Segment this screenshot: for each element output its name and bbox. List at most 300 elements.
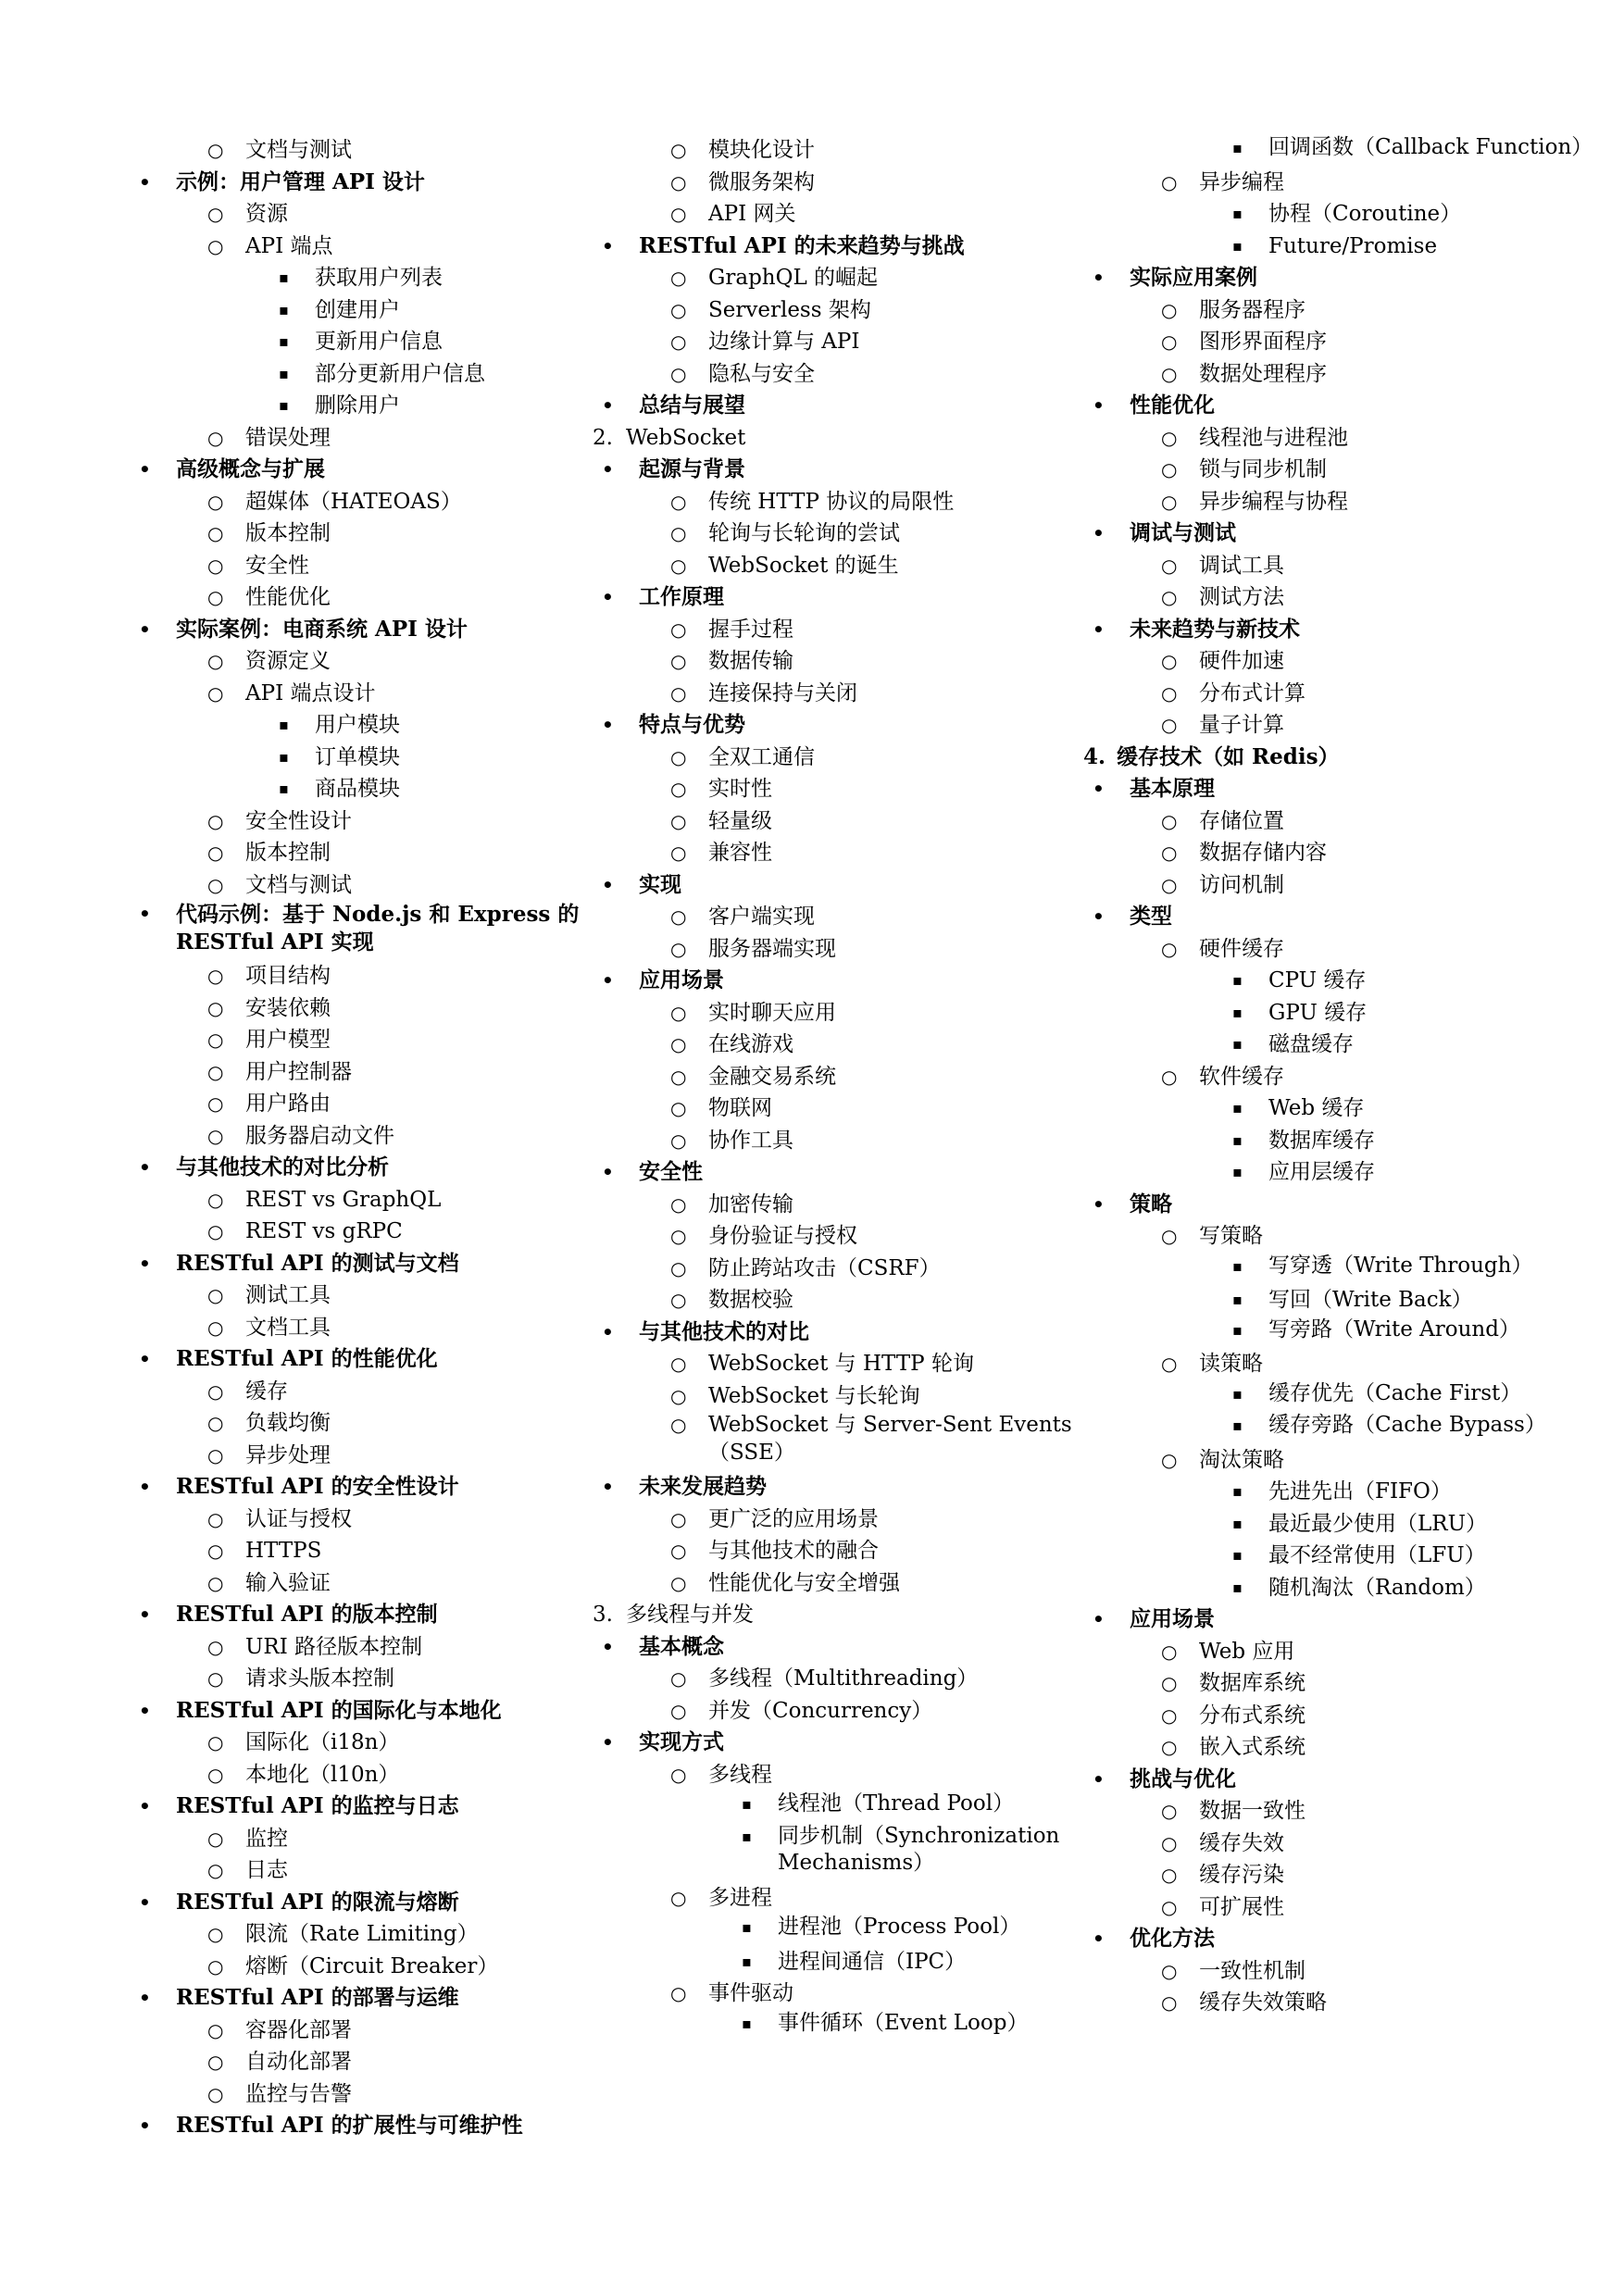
bullet-disc-icon: • [139, 1252, 151, 1275]
bullet-disc-icon: • [602, 234, 614, 257]
outline-item-text: 测试工具 [245, 1283, 331, 1307]
outline-item-text: 容器化部署 [245, 2017, 352, 2042]
outline-item-text: 性能优化 [1130, 393, 1215, 418]
outline-item-text: 特点与优势 [639, 712, 745, 737]
outline-item-text: 代码示例：基于 Node.js 和 Express 的 RESTful API 实现 [176, 902, 580, 955]
outline-item [130, 1951, 611, 1983]
outline-item [1083, 1923, 1565, 1955]
bullet-circle-icon: ○ [207, 1667, 224, 1690]
bullet-circle-icon: ○ [1161, 842, 1178, 864]
bullet-circle-icon: ○ [670, 842, 687, 864]
outline-item [1083, 1987, 1565, 2019]
bullet-disc-icon: • [1093, 1192, 1105, 1216]
bullet-circle-icon: ○ [1161, 1703, 1178, 1727]
bullet-circle-icon: ○ [1161, 1736, 1178, 1758]
bullet-disc-icon: • [139, 1699, 151, 1722]
outline-item [130, 518, 611, 550]
outline-item [130, 1343, 611, 1376]
outline-item-text: Future/Promise [1268, 233, 1438, 258]
outline-item [1083, 358, 1565, 391]
outline-item [130, 1248, 611, 1280]
bullet-square-icon: ▪ [1232, 1099, 1243, 1117]
bullet-circle-icon: ○ [207, 1827, 224, 1850]
bullet-square-icon: ▪ [1232, 1384, 1243, 1403]
outline-item-text: 访问机制 [1199, 872, 1284, 897]
outline-item [593, 581, 1074, 614]
bullet-disc-icon: • [139, 1890, 151, 1914]
outline-item-text: HTTPS [245, 1539, 322, 1563]
bullet-circle-icon: ○ [670, 1097, 687, 1119]
outline-item [593, 709, 1074, 742]
outline-item-text: RESTful API 的未来趋势与挑战 [639, 232, 965, 258]
outline-item-text: 国际化（i18n） [245, 1730, 400, 1754]
outline-item [130, 960, 611, 992]
outline-item-text: 缓存失效 [1199, 1830, 1284, 1855]
outline-item-text: 删除用户 [315, 393, 400, 418]
outline-item-text: 安全性 [245, 553, 309, 578]
bullet-circle-icon: ○ [670, 1507, 687, 1530]
outline-item-text: 物联网 [708, 1096, 772, 1120]
outline-item [1083, 1348, 1565, 1380]
outline-item [130, 773, 611, 805]
outline-item-text: 负载均衡 [245, 1411, 331, 1435]
bullet-circle-icon: ○ [207, 873, 224, 896]
outline-item-text: WebSocket [626, 425, 746, 450]
bullet-disc-icon: • [139, 1795, 151, 1817]
outline-item-text: 资源定义 [245, 649, 331, 673]
outline-item [130, 1791, 611, 1823]
outline-item-text: 版本控制 [245, 521, 331, 545]
bullet-circle-icon: ○ [1161, 681, 1178, 705]
outline-item-text: RESTful API 的测试与文档 [176, 1250, 459, 1276]
section-heading [1083, 742, 1565, 774]
outline-item [130, 1024, 611, 1056]
outline-item [1083, 198, 1565, 231]
bullet-circle-icon: ○ [207, 1220, 224, 1242]
bullet-square-icon: ▪ [1232, 1035, 1243, 1053]
bullet-square-icon: ▪ [1232, 205, 1243, 222]
outline-item [1083, 1859, 1565, 1891]
outline-item [130, 1695, 611, 1728]
bullet-circle-icon: ○ [207, 1443, 224, 1466]
bullet-disc-icon: • [602, 714, 614, 736]
outline-item [1083, 1092, 1565, 1125]
outline-item-text: 调试与测试 [1130, 520, 1236, 545]
outline-item [1083, 709, 1565, 742]
outline-item-text: 安全性 [639, 1159, 703, 1184]
outline-item [130, 678, 611, 710]
bullet-circle-icon: ○ [207, 1859, 224, 1881]
bullet-disc-icon: • [1093, 1928, 1105, 1950]
outline-item-text: 分布式计算 [1199, 680, 1305, 705]
outline-item [1083, 326, 1565, 358]
section-heading [593, 1599, 1074, 1631]
bullet-circle-icon: ○ [1161, 809, 1178, 832]
outline-item [593, 1253, 1074, 1285]
outline-item-text: WebSocket 与长轮询 [708, 1383, 920, 1408]
outline-item [593, 1695, 1074, 1728]
bullet-disc-icon: • [602, 1731, 614, 1753]
outline-item-text: 线程池与进程池 [1199, 425, 1348, 450]
outline-item-text: 数据传输 [708, 649, 793, 673]
outline-item-text: 缓存优先（Cache First） [1268, 1380, 1522, 1405]
outline-item-text: 订单模块 [315, 744, 400, 769]
outline-item [130, 167, 611, 199]
outline-item-text: 锁与同步机制 [1199, 457, 1327, 481]
outline-item [593, 2010, 1167, 2042]
outline-item-text: 写旁路（Write Around） [1268, 1316, 1520, 1341]
outline-item [1083, 1125, 1565, 1157]
outline-item-text: 应用层缓存 [1268, 1160, 1375, 1184]
outline-item-text: 与其他技术的对比分析 [176, 1154, 389, 1179]
bullet-circle-icon: ○ [670, 203, 687, 225]
bullet-circle-icon: ○ [207, 586, 224, 608]
bullet-square-icon: ▪ [742, 1795, 752, 1813]
bullet-circle-icon: ○ [1161, 426, 1178, 449]
outline-item [130, 1279, 611, 1312]
bullet-circle-icon: ○ [670, 618, 687, 641]
bullet-circle-icon: ○ [207, 234, 224, 257]
bullet-circle-icon: ○ [1161, 554, 1178, 577]
bullet-circle-icon: ○ [207, 1954, 224, 1978]
outline-item-text: 可扩展性 [1199, 1894, 1284, 1919]
bullet-circle-icon: ○ [670, 1225, 687, 1247]
outline-item [1083, 1828, 1565, 1860]
outline-item-text: 回调函数（Callback Function） [1268, 135, 1593, 159]
bullet-circle-icon: ○ [670, 809, 687, 832]
outline-item [1083, 134, 1624, 167]
outline-item-text: 防止跨站攻击（CSRF） [708, 1255, 941, 1280]
outline-item [593, 198, 1074, 231]
bullet-disc-icon: • [139, 2115, 151, 2137]
outline-item-text: Serverless 架构 [708, 297, 871, 322]
outline-item [130, 837, 611, 869]
outline-item [1083, 486, 1565, 518]
outline-item [1083, 1603, 1565, 1636]
bullet-circle-icon: ○ [1161, 1800, 1178, 1822]
outline-item [1083, 965, 1565, 997]
outline-item [1083, 805, 1565, 838]
bullet-circle-icon: ○ [670, 1763, 687, 1786]
outline-item [1083, 773, 1565, 805]
outline-item-text: 数据校验 [708, 1288, 793, 1312]
outline-item [1083, 1412, 1624, 1444]
outline-item [130, 1759, 611, 1791]
outline-item-text: 隐私与安全 [708, 361, 815, 386]
outline-item [1083, 1284, 1565, 1316]
bullet-circle-icon: ○ [207, 490, 224, 513]
bullet-square-icon: ▪ [1232, 971, 1243, 989]
bullet-circle-icon: ○ [1161, 714, 1178, 736]
outline-item [593, 294, 1074, 327]
bullet-disc-icon: • [602, 394, 614, 417]
outline-item [130, 1663, 611, 1695]
outline-item-text: 协程（Coroutine） [1268, 202, 1462, 226]
outline-item-text: 安全性设计 [245, 808, 352, 833]
outline-item-text: 实现方式 [639, 1729, 724, 1754]
outline-item-text: 轮询与长轮询的尝试 [708, 521, 900, 545]
bullet-circle-icon: ○ [670, 1033, 687, 1055]
bullet-circle-icon: ○ [207, 1379, 224, 1403]
outline-item [593, 454, 1074, 486]
outline-item-text: 读策略 [1199, 1352, 1263, 1376]
outline-item-text: 项目结构 [245, 964, 331, 988]
outline-item [593, 1882, 1074, 1915]
outline-item-text: 缓存 [245, 1379, 288, 1404]
bullet-circle-icon: ○ [207, 426, 224, 449]
bullet-disc-icon: • [1093, 1608, 1105, 1630]
outline-item-text: 部分更新用户信息 [315, 361, 485, 386]
bullet-square-icon: ▪ [279, 716, 289, 733]
outline-item-text: 与其他技术的融合 [708, 1539, 879, 1563]
outline-item [130, 454, 611, 486]
bullet-circle-icon: ○ [207, 650, 224, 672]
bullet-square-icon: ▪ [279, 780, 289, 797]
outline-item [593, 1412, 1116, 1471]
outline-item [593, 1284, 1074, 1316]
bullet-circle-icon: ○ [207, 842, 224, 864]
bullet-disc-icon: • [139, 1987, 151, 2009]
bullet-square-icon: ▪ [742, 2014, 752, 2032]
outline-item-text: 身份验证与授权 [708, 1224, 857, 1248]
section-number: 3. [593, 1603, 613, 1627]
bullet-disc-icon: • [1093, 778, 1105, 800]
outline-item [130, 1120, 611, 1153]
outline-item [130, 1376, 611, 1408]
outline-item-text: Web 应用 [1199, 1639, 1295, 1664]
outline-item-text: 高级概念与扩展 [176, 456, 325, 481]
bullet-circle-icon: ○ [207, 1124, 224, 1147]
outline-item-text: GPU 缓存 [1268, 1000, 1368, 1025]
outline-item-text: 全双工通信 [708, 744, 815, 769]
outline-item-text: 线程池（Thread Pool） [778, 1791, 1015, 1816]
bullet-circle-icon: ○ [207, 139, 224, 161]
column-1 [130, 134, 611, 2142]
outline-item [593, 1316, 1074, 1349]
bullet-circle-icon: ○ [207, 681, 224, 705]
bullet-circle-icon: ○ [670, 1001, 687, 1024]
outline-item [1083, 581, 1565, 614]
outline-item [130, 1216, 611, 1248]
outline-item [593, 1823, 1167, 1882]
outline-item [593, 390, 1074, 422]
outline-item-text: RESTful API 的国际化与本地化 [176, 1697, 502, 1723]
outline-item [1083, 1476, 1565, 1508]
outline-item-text: 事件循环（Event Loop） [778, 2010, 1029, 2035]
outline-item [130, 1823, 611, 1855]
bullet-circle-icon: ○ [1161, 1065, 1178, 1088]
outline-item [593, 678, 1074, 710]
outline-item [130, 1887, 611, 1919]
outline-item-text: 请求头版本控制 [245, 1666, 394, 1691]
outline-item [593, 486, 1074, 518]
outline-item-text: 安装依赖 [245, 995, 331, 1020]
outline-item-text: 实际案例：电商系统 API 设计 [176, 616, 468, 642]
outline-item-text: 服务器端实现 [708, 936, 836, 961]
outline-item-text: 嵌入式系统 [1199, 1735, 1305, 1759]
outline-item [1083, 1189, 1565, 1221]
outline-item-text: 策略 [1130, 1191, 1172, 1217]
outline-item-text: RESTful API 的部署与运维 [176, 1985, 459, 2010]
outline-item [593, 1061, 1074, 1093]
bullet-circle-icon: ○ [670, 1982, 687, 2004]
outline-item-text: 实现 [639, 871, 681, 897]
outline-item [130, 1504, 611, 1536]
outline-item-text: API 网关 [708, 202, 796, 226]
outline-item-text: 数据库缓存 [1268, 1128, 1375, 1153]
bullet-circle-icon: ○ [1161, 1353, 1178, 1375]
outline-item-text: 错误处理 [245, 425, 331, 450]
outline-item [1083, 1540, 1565, 1572]
outline-item [130, 1312, 611, 1344]
bullet-circle-icon: ○ [670, 681, 687, 705]
outline-item-text: 写穿透（Write Through） [1268, 1253, 1533, 1278]
bullet-square-icon: ▪ [279, 747, 289, 766]
bullet-square-icon: ▪ [1232, 1163, 1243, 1180]
outline-item [1083, 869, 1565, 902]
outline-item-text: 进程间通信（IPC） [778, 1949, 967, 1974]
outline-item [130, 486, 611, 518]
outline-item [1083, 901, 1565, 933]
outline-item [593, 1380, 1074, 1413]
outline-item [1083, 231, 1565, 263]
outline-item-text: 数据处理程序 [1199, 361, 1327, 386]
outline-item-text: 存储位置 [1199, 808, 1284, 833]
outline-item-text: 本地化（l10n） [245, 1762, 400, 1787]
outline-item [593, 231, 1074, 263]
outline-item-text: WebSocket 与 Server-Sent Events（SSE） [708, 1413, 1072, 1465]
outline-item [130, 1854, 611, 1887]
outline-item-text: 硬件缓存 [1199, 936, 1284, 961]
outline-item-text: 随机淘汰（Random） [1268, 1575, 1486, 1600]
bullet-square-icon: ▪ [1232, 139, 1243, 156]
outline-item-text: 商品模块 [315, 777, 400, 801]
bullet-square-icon: ▪ [279, 268, 289, 286]
outline-item-text: 监控与告警 [245, 2081, 352, 2106]
outline-item-text: 协作工具 [708, 1128, 793, 1153]
bullet-circle-icon: ○ [1161, 1831, 1178, 1854]
outline-item-text: 写回（Write Back） [1268, 1288, 1473, 1312]
outline-item [593, 326, 1074, 358]
outline-item-text: 更新用户信息 [315, 330, 443, 354]
outline-item-text: GraphQL 的崛起 [708, 266, 879, 290]
outline-item [593, 1631, 1074, 1664]
bullet-disc-icon: • [602, 458, 614, 480]
bullet-square-icon: ▪ [1232, 1256, 1243, 1275]
bullet-circle-icon: ○ [207, 2018, 224, 2041]
outline-item-text: 微服务架构 [708, 169, 815, 194]
outline-item-text: RESTful API 的扩展性与可维护性 [176, 2113, 523, 2138]
bullet-circle-icon: ○ [207, 1763, 224, 1786]
outline-item-text: 兼容性 [708, 841, 772, 865]
outline-item-text: 异步编程与协程 [1199, 489, 1348, 514]
outline-item-text: 服务器程序 [1199, 297, 1305, 322]
bullet-circle-icon: ○ [207, 522, 224, 544]
outline-item-text: 实时性 [708, 777, 772, 801]
outline-item-text: 文档工具 [245, 1315, 331, 1340]
outline-item [1083, 1253, 1624, 1285]
bullet-disc-icon: • [602, 969, 614, 992]
bullet-circle-icon: ○ [670, 1886, 687, 1909]
outline-item-text: 更广泛的应用场景 [708, 1506, 879, 1531]
outline-item [593, 262, 1074, 294]
bullet-circle-icon: ○ [1161, 1448, 1178, 1471]
outline-item-text: 未来发展趋势 [639, 1474, 767, 1499]
bullet-circle-icon: ○ [670, 778, 687, 800]
bullet-square-icon: ▪ [742, 1827, 752, 1845]
bullet-circle-icon: ○ [207, 1635, 224, 1658]
bullet-square-icon: ▪ [1232, 1003, 1243, 1021]
outline-item [1083, 1444, 1565, 1477]
bullet-circle-icon: ○ [1161, 331, 1178, 353]
outline-item [1083, 1667, 1565, 1700]
outline-item-text: 用户控制器 [245, 1059, 352, 1084]
outline-item-text: 服务器启动文件 [245, 1123, 394, 1148]
bullet-square-icon: ▪ [1232, 1514, 1243, 1532]
bullet-circle-icon: ○ [1161, 170, 1178, 193]
outline-item [130, 1535, 611, 1567]
bullet-circle-icon: ○ [1161, 1864, 1178, 1886]
outline-item [593, 773, 1074, 805]
bullet-disc-icon: • [1093, 905, 1105, 928]
outline-item-text: 认证与授权 [245, 1506, 352, 1531]
bullet-circle-icon: ○ [1161, 298, 1178, 321]
outline-item [130, 198, 611, 231]
bullet-disc-icon: • [139, 1603, 151, 1626]
bullet-circle-icon: ○ [670, 362, 687, 385]
outline-item [593, 1156, 1074, 1189]
bullet-circle-icon: ○ [670, 1414, 687, 1436]
bullet-circle-icon: ○ [670, 267, 687, 289]
outline-item-text: 实时聊天应用 [708, 1000, 836, 1025]
outline-item [130, 901, 611, 960]
outline-item-text: 未来趋势与新技术 [1130, 616, 1300, 642]
bullet-circle-icon: ○ [1161, 1225, 1178, 1247]
outline-item-text: 缓存污染 [1199, 1863, 1284, 1887]
bullet-circle-icon: ○ [670, 1699, 687, 1722]
outline-item-text: 多线程（Multithreading） [708, 1666, 979, 1691]
bullet-circle-icon: ○ [207, 2082, 224, 2105]
section-number: 2. [593, 425, 613, 450]
outline-item-text: 文档与测试 [245, 872, 352, 897]
outline-item [593, 1727, 1074, 1759]
outline-item-text: 金融交易系统 [708, 1064, 836, 1089]
bullet-circle-icon: ○ [1161, 586, 1178, 608]
bullet-disc-icon: • [602, 1320, 614, 1343]
outline-item-text: 缓存旁路（Cache Bypass） [1268, 1413, 1546, 1437]
outline-item [1083, 550, 1565, 582]
bullet-circle-icon: ○ [207, 1029, 224, 1051]
outline-item-text: 挑战与优化 [1130, 1766, 1236, 1791]
outline-item-text: 监控 [245, 1826, 288, 1851]
outline-item-text: Web 缓存 [1268, 1096, 1365, 1120]
outline-item-text: REST vs GraphQL [245, 1187, 442, 1212]
outline-item [593, 837, 1074, 869]
outline-item-text: 握手过程 [708, 617, 793, 642]
outline-item-text: 性能优化与安全增强 [708, 1570, 900, 1595]
outline-item-text: 起源与背景 [639, 456, 745, 481]
outline-item-text: RESTful API 的性能优化 [176, 1346, 438, 1371]
outline-item-text: 进程池（Process Pool） [778, 1915, 1021, 1939]
outline-item [130, 645, 611, 678]
outline-item [1083, 1795, 1565, 1828]
outline-item [130, 869, 611, 902]
outline-item [593, 358, 1074, 391]
outline-item-text: API 端点 [245, 233, 333, 258]
bullet-circle-icon: ○ [207, 554, 224, 577]
bullet-square-icon: ▪ [1232, 1578, 1243, 1596]
outline-item-text: 性能优化 [245, 585, 331, 609]
